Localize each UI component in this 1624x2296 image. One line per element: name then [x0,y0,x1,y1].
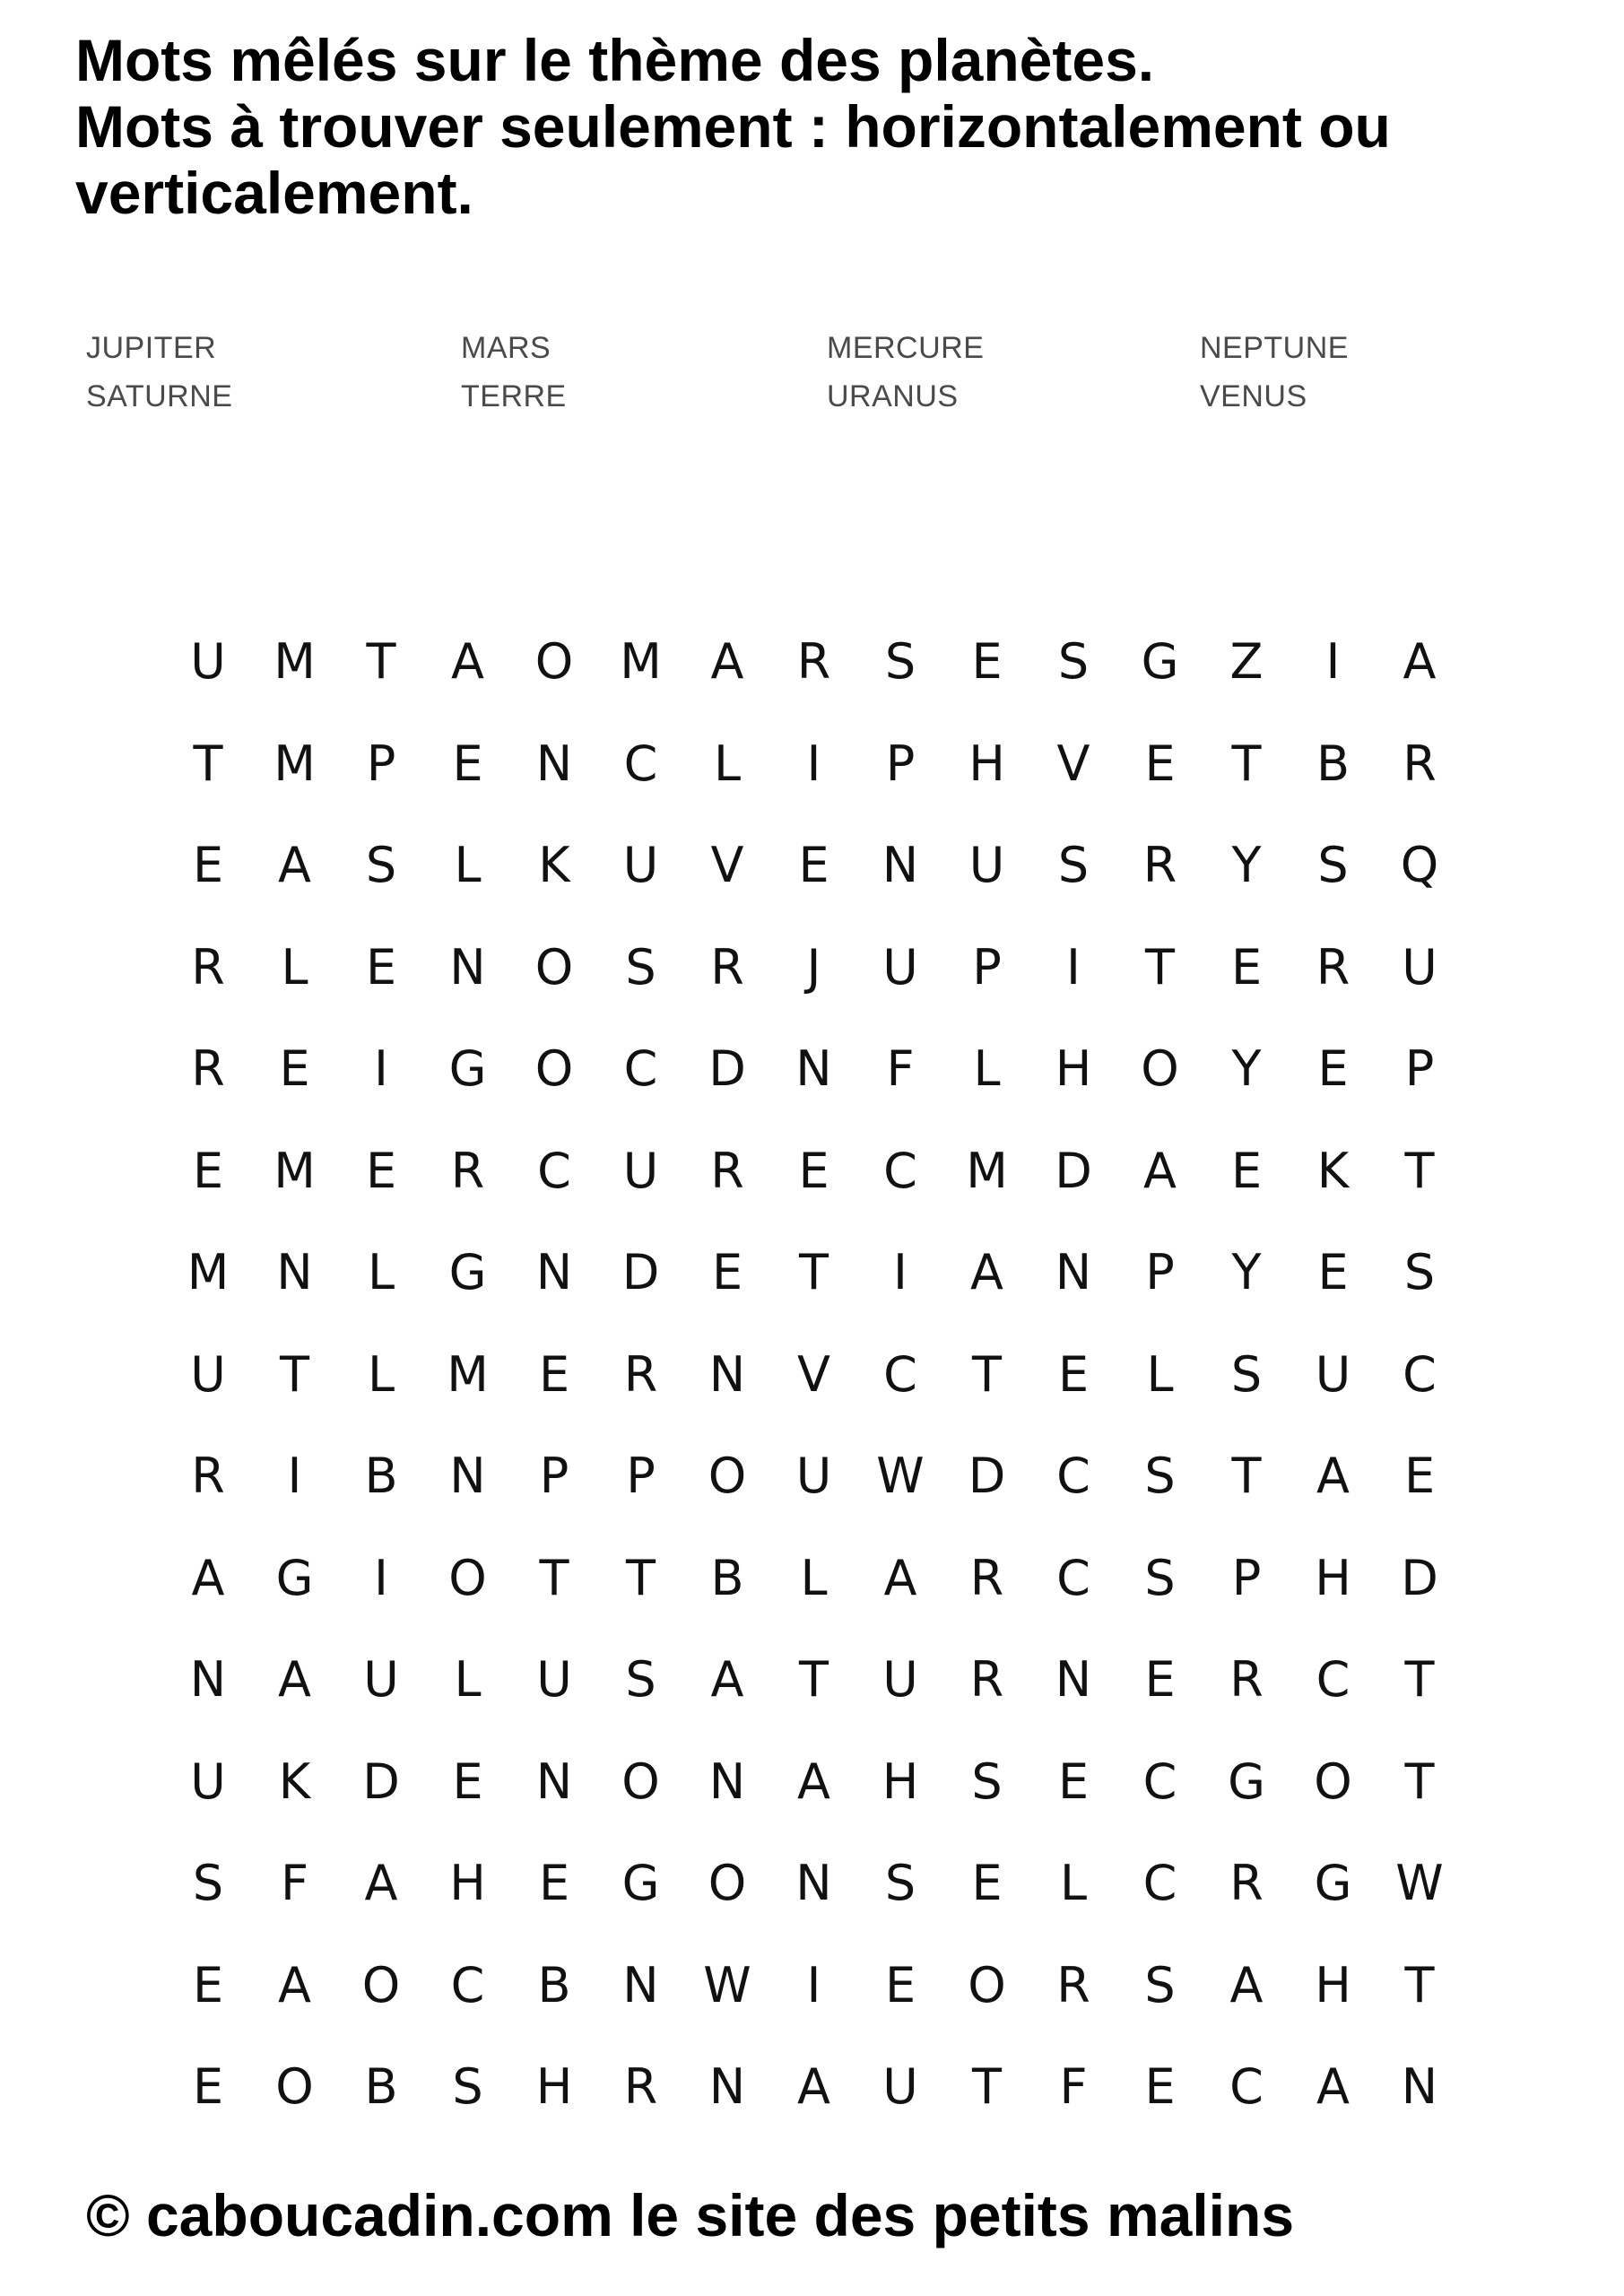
grid-letter: H [968,735,1005,792]
grid-letter: E [1317,1244,1349,1300]
grid-letter: O [361,1956,401,2013]
grid-letter: A [710,633,744,690]
grid-letter: M [187,1244,230,1300]
grid-letter: E [1403,1448,1436,1504]
grid-letter: K [538,837,570,893]
grid-letter: N [535,1244,573,1300]
grid-letter: P [885,735,916,792]
grid-letter: S [452,2058,483,2115]
grid-letter: E [1144,1651,1176,1708]
grid-letter: A [1229,1956,1264,2013]
grid-letter: E [798,837,829,893]
grid-letter: S [625,1651,656,1708]
grid-letter: Y [1231,1244,1262,1300]
grid-letter: N [1055,1651,1092,1708]
title-line: Mots à trouver seulement : horizontalement ou [75,93,1391,160]
grid-letter: Q [1400,837,1439,893]
grid-letter: T [1404,1752,1435,1810]
grid-letter: H [449,1855,486,1911]
grid-letter: R [623,2058,658,2115]
grid-letter: E [365,938,397,996]
word-list [86,330,1521,438]
grid-letter: E [1317,1040,1349,1097]
grid-letter: S [625,938,656,996]
grid-letter: G [448,1244,487,1300]
grid-letter: R [191,1448,225,1504]
grid-letter: R [969,1651,1004,1708]
grid-letter: J [806,938,821,996]
grid-letter: D [968,1448,1006,1504]
grid-letter: A [1403,633,1437,690]
grid-letter: T [1404,1651,1435,1708]
grid-letter: N [708,1345,746,1403]
grid-letter: N [449,938,486,996]
grid-letter: U [363,1651,399,1708]
grid-letter: F [886,1040,915,1097]
title-line: verticalement. [75,160,473,226]
grid-letter: I [374,1040,388,1097]
grid-letter: D [1401,1549,1438,1606]
grid-letter: V [1056,735,1090,792]
grid-letter: T [1404,1142,1435,1199]
grid-letter: N [535,735,573,792]
grid-letter: T [1231,1448,1262,1504]
title-line: Mots mêlés sur le thème des planètes. [75,27,1155,93]
grid-letter: C [623,735,658,792]
grid-letter: S [1144,1448,1176,1504]
grid-letter: N [276,1244,313,1300]
grid-letter: M [274,1142,316,1199]
grid-letter: C [450,1956,485,2013]
grid-letter: C [1142,1855,1177,1911]
grid-letter: A [1316,2058,1350,2115]
grid-letter: O [621,1752,660,1810]
grid-letter: R [623,1345,658,1403]
grid-letter: C [1056,1448,1090,1504]
grid-letter: L [973,1040,1001,1097]
grid-letter: P [1404,1040,1435,1097]
grid-letter: S [1144,1549,1176,1606]
grid-letter: G [1314,1855,1352,1911]
grid-letter: S [1230,1345,1263,1403]
grid-letter: S [1057,837,1090,893]
grid-letter: C [537,1142,571,1199]
grid-letter: E [192,1142,224,1199]
grid-letter: T [799,1244,829,1300]
grid-letter: N [795,1040,832,1097]
grid-letter: U [882,938,918,996]
grid-letter: L [281,938,308,996]
grid-letter: C [1229,2058,1264,2115]
grid-letter: U [968,837,1005,893]
grid-letter: L [1146,1345,1174,1403]
grid-letter: C [1316,1651,1350,1708]
grid-letter: O [1141,1040,1179,1097]
grid-letter: B [1316,735,1350,792]
grid-letter: C [1403,1345,1437,1403]
grid-letter: E [1057,1345,1090,1403]
grid-letter: S [192,1855,224,1911]
grid-letter: N [622,1956,659,2013]
grid-letter: R [1403,735,1437,792]
grid-letter: T [1404,1956,1435,2013]
grid-letter: T [972,2058,1002,2115]
grid-letter: H [1315,1549,1351,1606]
grid-letter: I [806,1956,821,2013]
grid-letter: T [626,1549,656,1606]
grid-letter: N [449,1448,486,1504]
grid-letter: N [795,1855,832,1911]
grid-letter: M [274,633,316,690]
grid-letter: E [365,1142,397,1199]
grid-letter: R [710,938,744,996]
grid-letter: W [1395,1855,1444,1911]
grid-letter: C [883,1142,917,1199]
grid-letter: E [884,1956,916,2013]
grid-letter: C [1142,1752,1177,1810]
grid-letter: S [1057,633,1090,690]
grid-letter: A [451,633,484,690]
grid-letter: F [1059,2058,1088,2115]
grid-letter: B [537,1956,571,2013]
grid-letter: S [1144,1956,1176,2013]
grid-letter: C [623,1040,658,1097]
grid-letter: E [971,1855,1003,1911]
grid-letter: E [538,1345,570,1403]
grid-letter: U [795,1448,832,1504]
grid-letter: U [190,1752,226,1810]
grid-letter: T [280,1345,309,1403]
copyright-footer: © caboucadin.com le site des petits malins [86,2182,1295,2248]
grid-letter: A [1143,1142,1177,1199]
grid-letter: W [876,1448,925,1504]
word-item: MARS [461,331,551,365]
grid-letter: O [1314,1752,1352,1810]
grid-letter: O [534,633,574,690]
grid-letter: O [708,1448,747,1504]
grid-letter: I [893,1244,908,1300]
word-item: TERRE [461,379,567,413]
grid-letter: H [1315,1956,1351,2013]
grid-letter: A [1316,1448,1350,1504]
page-title [75,27,1582,226]
grid-letter: E [192,837,224,893]
grid-letter: A [191,1549,225,1606]
grid-letter: H [881,1752,919,1810]
word-item: VENUS [1200,379,1307,413]
grid-letter: Y [1231,837,1262,893]
grid-letter: A [278,1651,311,1708]
grid-letter: B [710,1549,744,1606]
grid-letter: R [1229,1651,1264,1708]
grid-letter: C [883,1345,917,1403]
grid-letter: R [796,633,831,690]
grid-letter: N [535,1752,573,1810]
grid-letter: N [1055,1244,1092,1300]
grid-letter: O [448,1549,487,1606]
grid-letter: H [535,2058,573,2115]
grid-letter: D [708,1040,746,1097]
grid-letter: C [1056,1549,1090,1606]
grid-letter: U [622,1142,659,1199]
grid-letter: O [275,2058,314,2115]
grid-letter: T [799,1651,829,1708]
grid-letter: R [191,938,225,996]
grid-letter: L [367,1244,395,1300]
grid-letter: E [452,735,483,792]
grid-letter: R [969,1549,1004,1606]
grid-letter: E [1144,735,1176,792]
grid-letter: G [448,1040,487,1097]
grid-letter: A [970,1244,1003,1300]
grid-letter: W [703,1956,751,2013]
grid-letter: V [797,1345,830,1403]
grid-letter: L [367,1345,395,1403]
grid-letter: U [536,1651,572,1708]
word-item: MERCURE [827,331,985,365]
grid-letter: N [189,1651,227,1708]
grid-letter: T [366,633,396,690]
grid-letter: P [1145,1244,1175,1300]
grid-letter: M [447,1345,489,1403]
grid-letter: S [1403,1244,1436,1300]
grid-letter: U [190,633,226,690]
grid-letter: T [539,1549,569,1606]
grid-letter: A [278,837,311,893]
grid-letter: P [972,938,1002,996]
grid-letter: A [710,1651,744,1708]
grid-letter: B [364,1448,398,1504]
grid-letter: R [710,1142,744,1199]
grid-letter: E [279,1040,310,1097]
grid-letter: A [883,1549,917,1606]
grid-letter: B [364,2058,398,2115]
letter-grid [165,619,1465,2144]
word-item: JUPITER [86,331,217,365]
grid-letter: G [1228,1752,1265,1810]
grid-letter: Y [1231,1040,1262,1097]
grid-letter: T [193,735,223,792]
grid-letter: S [365,837,397,893]
grid-letter: P [539,1448,569,1504]
grid-letter: M [620,633,662,690]
grid-letter: T [972,1345,1002,1403]
grid-letter: I [1066,938,1081,996]
grid-letter: E [711,1244,743,1300]
grid-letter: K [1316,1142,1350,1199]
grid-letter: N [1401,2058,1438,2115]
grid-letter: R [1142,837,1177,893]
word-item: URANUS [827,379,959,413]
word-item: NEPTUNE [1200,331,1349,365]
grid-letter: L [1059,1855,1088,1911]
grid-letter: L [454,1651,482,1708]
grid-letter: A [364,1855,398,1911]
grid-letter: E [1057,1752,1090,1810]
grid-letter: P [1231,1549,1262,1606]
grid-letter: S [884,1855,916,1911]
grid-letter: L [713,735,742,792]
grid-letter: V [710,837,744,893]
grid-letter: R [1229,1855,1264,1911]
grid-letter: R [1056,1956,1090,2013]
grid-letter: E [192,2058,224,2115]
grid-letter: M [966,1142,1008,1199]
grid-letter: P [366,735,396,792]
grid-letter: U [882,2058,918,2115]
grid-letter: U [190,1345,226,1403]
grid-letter: D [362,1752,400,1810]
grid-letter: P [626,1448,656,1504]
grid-letter: U [1315,1345,1351,1403]
grid-letter: Z [1229,633,1264,690]
grid-letter: E [192,1956,224,2013]
grid-letter: R [191,1040,225,1097]
grid-letter: I [287,1448,302,1504]
grid-letter: R [450,1142,485,1199]
grid-letter: O [534,938,574,996]
grid-letter: N [708,1752,746,1810]
grid-letter: I [374,1549,388,1606]
grid-letter: N [708,2058,746,2115]
grid-letter: H [1055,1040,1092,1097]
grid-letter: I [1325,633,1341,690]
grid-letter: E [1230,938,1263,996]
grid-letter: U [622,837,659,893]
grid-letter: O [968,1956,1006,2013]
grid-letter: E [538,1855,570,1911]
grid-letter: O [534,1040,574,1097]
word-item: SATURNE [86,379,233,413]
grid-letter: U [882,1651,918,1708]
grid-letter: S [884,633,916,690]
grid-letter: D [1055,1142,1092,1199]
grid-letter: E [452,1752,483,1810]
grid-letter: O [708,1855,747,1911]
grid-letter: T [1145,938,1175,996]
grid-letter: G [1141,633,1179,690]
grid-letter: M [274,735,316,792]
grid-letter: T [1231,735,1262,792]
grid-letter: S [971,1752,1003,1810]
grid-letter: U [1402,938,1437,996]
grid-letter: R [1316,938,1350,996]
grid-letter: G [275,1549,314,1606]
grid-letter: S [1317,837,1349,893]
grid-letter: I [806,735,821,792]
grid-letter: A [797,2058,830,2115]
grid-letter: L [454,837,482,893]
grid-letter: E [1230,1142,1263,1199]
grid-letter: E [971,633,1003,690]
grid-letter: A [797,1752,830,1810]
grid-letter: E [1144,2058,1176,2115]
grid-letter: E [798,1142,829,1199]
grid-letter: F [280,1855,309,1911]
grid-letter: L [800,1549,828,1606]
grid-letter: A [278,1956,311,2013]
grid-letter: G [621,1855,660,1911]
grid-letter: D [621,1244,660,1300]
grid-letter: N [881,837,919,893]
grid-letter: K [278,1752,311,1810]
